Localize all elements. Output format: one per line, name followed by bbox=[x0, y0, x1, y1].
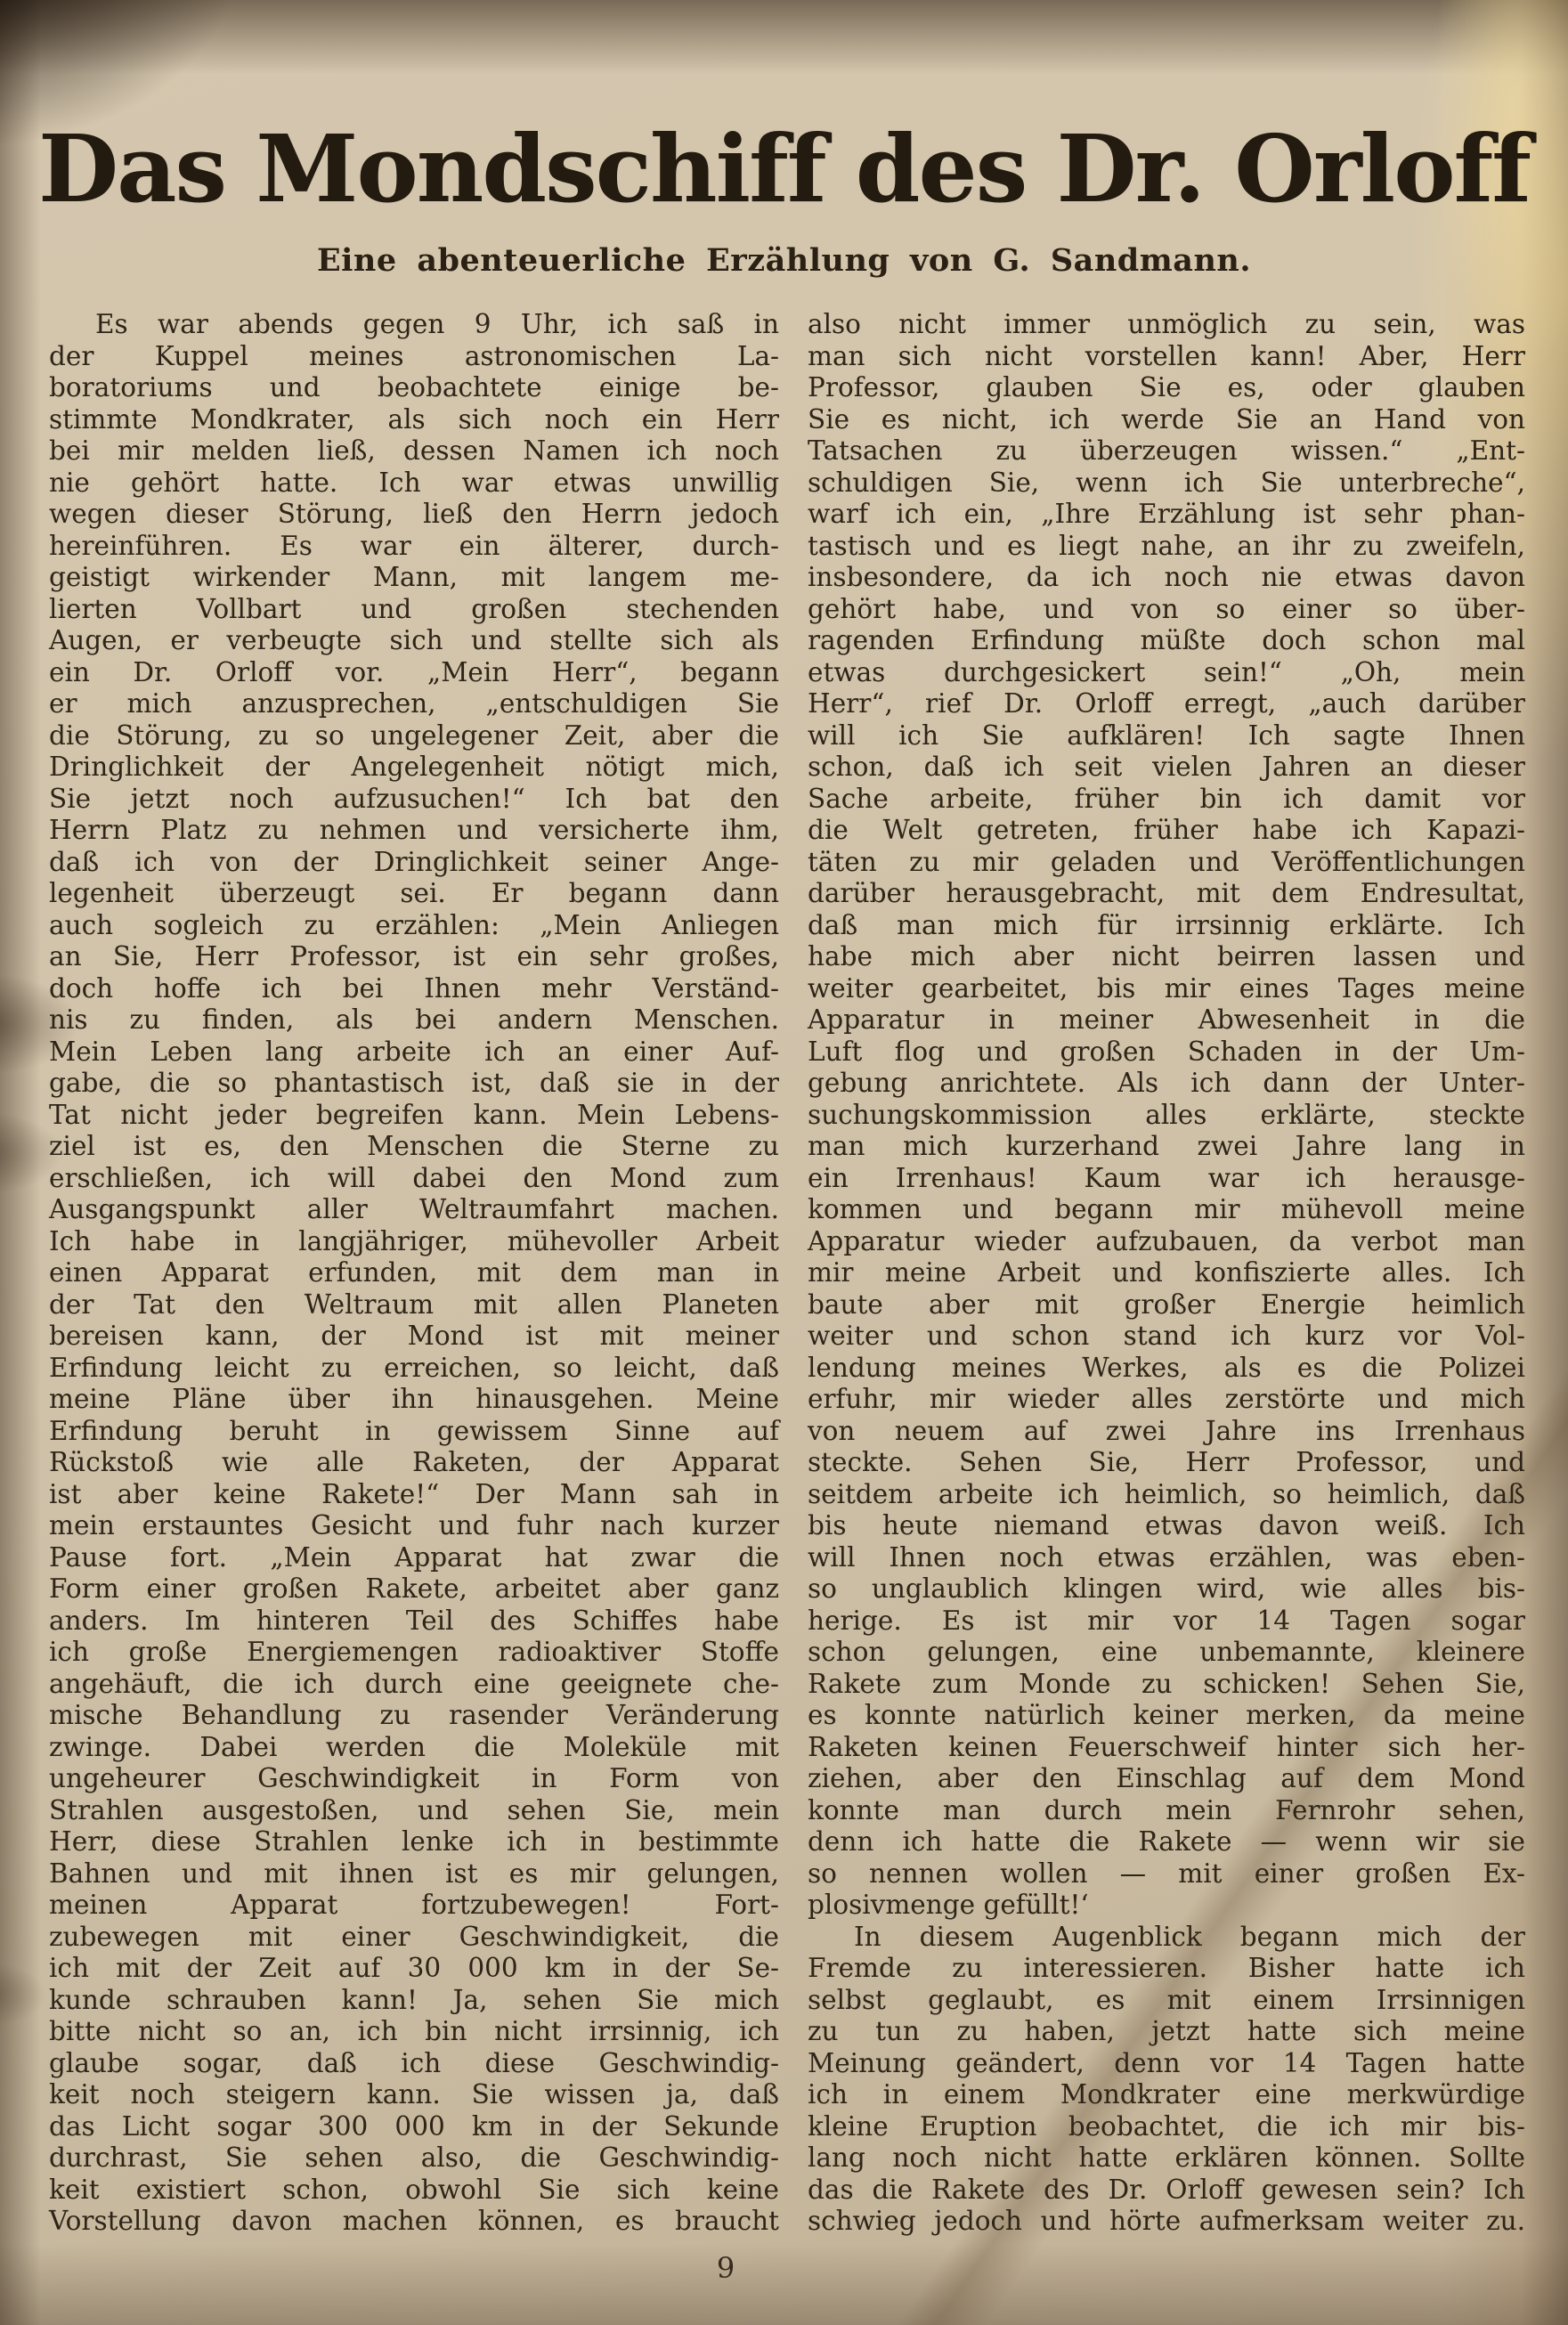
text-line: ich in einem Mondkrater eine merkwürdige bbox=[808, 2079, 1525, 2110]
text-line: man sich nicht vorstellen kann! Aber, Herr bbox=[808, 340, 1525, 371]
text-line: Tatsachen zu überzeugen wissen.“ „Ent- bbox=[808, 435, 1525, 466]
text-line: angehäuft, die ich durch eine geeignete che- bbox=[49, 1668, 779, 1699]
text-line: Erfindung leicht zu erreichen, so leicht, daß bbox=[49, 1352, 779, 1383]
text-line: boratoriums und beobachtete einige be- bbox=[49, 372, 779, 402]
text-line: daß man mich für irrsinnig erklärte. Ich bbox=[808, 909, 1525, 940]
text-line: zu tun zu haben, jetzt hatte sich meine bbox=[808, 2016, 1525, 2046]
text-line: kleine Eruption beobachtet, die ich mir bis- bbox=[808, 2110, 1525, 2142]
text-line: Tat nicht jeder begreifen kann. Mein Lebens- bbox=[49, 1099, 779, 1130]
text-line: warf ich ein, „Ihre Erzählung ist sehr phan- bbox=[808, 499, 1525, 529]
text-line: will ich Sie aufklären! Ich sagte Ihnen bbox=[808, 719, 1525, 751]
text-line: Fremde zu interessieren. Bisher hatte ich bbox=[808, 1953, 1525, 1983]
text-line: Erfindung beruht in gewissem Sinne auf bbox=[49, 1415, 779, 1446]
text-line: einen Apparat erfunden, mit dem man in bbox=[49, 1257, 779, 1288]
text-line: Augen, er verbeugte sich und stellte sich als bbox=[49, 625, 779, 655]
text-line: bereisen kann, der Mond ist mit meiner bbox=[49, 1321, 779, 1351]
left-text-column bbox=[49, 309, 779, 2238]
text-line: der Tat den Weltraum mit allen Planeten bbox=[49, 1289, 779, 1320]
text-line: zwinge. Dabei werden die Moleküle mit bbox=[49, 1731, 779, 1762]
text-line: die Störung, zu so ungelegener Zeit, aber die bbox=[49, 719, 779, 751]
text-line: herige. Es ist mir vor 14 Tagen sogar bbox=[808, 1605, 1525, 1636]
text-line: Ausgangspunkt aller Weltraumfahrt machen. bbox=[49, 1194, 779, 1224]
text-line: weiter gearbeitet, bis mir eines Tages meine bbox=[808, 972, 1525, 1004]
text-line: täten zu mir geladen und Veröffentlichungen bbox=[808, 846, 1525, 877]
text-line: bis heute niemand etwas davon weiß. Ich bbox=[808, 1510, 1525, 1541]
text-line: tastisch und es liegt nahe, an ihr zu zweifeln, bbox=[808, 530, 1525, 561]
text-line: so unglaublich klingen wird, wie alles bis- bbox=[808, 1573, 1525, 1604]
right-text-column bbox=[808, 309, 1525, 2238]
text-line: Vorstellung davon machen können, es braucht bbox=[49, 2206, 779, 2236]
text-line: Rakete zum Monde zu schicken! Sehen Sie, bbox=[808, 1668, 1525, 1699]
text-line: darüber herausgebracht, mit dem Endresultat, bbox=[808, 878, 1525, 908]
text-line: Rückstoß wie alle Raketen, der Apparat bbox=[49, 1447, 779, 1477]
text-line: Bahnen und mit ihnen ist es mir gelungen, bbox=[49, 1858, 779, 1889]
text-line: suchungskommission alles erklärte, steckte bbox=[808, 1099, 1525, 1130]
text-line: ziehen, aber den Einschlag auf dem Mond bbox=[808, 1763, 1525, 1793]
text-line: Apparatur wieder aufzubauen, da verbot man bbox=[808, 1225, 1525, 1256]
text-line: ist aber keine Rakete!“ Der Mann sah in bbox=[49, 1478, 779, 1509]
story-title: Das Mondschiff des Dr. Orloff bbox=[37, 114, 1531, 224]
text-line: habe mich aber nicht beirren lassen und bbox=[808, 941, 1525, 971]
text-line: In diesem Augenblick begann mich der bbox=[854, 1921, 1525, 1952]
text-line: weiter und schon stand ich kurz vor Vol- bbox=[808, 1321, 1525, 1351]
text-line: anders. Im hinteren Teil des Schiffes habe bbox=[49, 1605, 779, 1636]
text-line: Sie es nicht, ich werde Sie an Hand von bbox=[808, 403, 1525, 435]
text-line: so nennen wollen — mit einer großen Ex- bbox=[808, 1858, 1525, 1889]
text-line: ich mit der Zeit auf 30 000 km in der Se- bbox=[49, 1953, 779, 1983]
text-line: das Licht sogar 300 000 km in der Sekunde bbox=[49, 2110, 779, 2142]
story-subtitle: Eine abenteuerliche Erzählung von G. Sandmann. bbox=[316, 242, 1252, 279]
text-line: schon gelungen, eine unbemannte, kleinere bbox=[808, 1637, 1525, 1667]
page-number: 9 bbox=[716, 2251, 735, 2285]
text-line: Dringlichkeit der Angelegenheit nötigt mich, bbox=[49, 752, 779, 782]
text-line: legenheit überzeugt sei. Er begann dann bbox=[49, 878, 779, 908]
text-line: es konnte natürlich keiner merken, da meine bbox=[808, 1700, 1525, 1730]
text-line: daß ich von der Dringlichkeit seiner Ange- bbox=[49, 846, 779, 877]
text-line: mein erstauntes Gesicht und fuhr nach kurzer bbox=[49, 1510, 779, 1541]
text-line: ziel ist es, den Menschen die Sterne zu bbox=[49, 1131, 779, 1161]
text-line: glaube sogar, daß ich diese Geschwindig- bbox=[49, 2047, 779, 2078]
text-line: das die Rakete des Dr. Orloff gewesen sein? Ich bbox=[808, 2174, 1525, 2205]
text-line: selbst geglaubt, es mit einem Irrsinnigen bbox=[808, 1984, 1525, 2015]
text-line: schuldigen Sie, wenn ich Sie unterbreche“, bbox=[808, 467, 1525, 498]
text-line: ragenden Erfindung müßte doch schon mal bbox=[808, 625, 1525, 655]
text-line: wegen dieser Störung, ließ den Herrn jedoch bbox=[49, 499, 779, 529]
text-line: bitte nicht so an, ich bin nicht irrsinnig, ich bbox=[49, 2016, 779, 2046]
text-line: mir meine Arbeit und konfiszierte alles. Ich bbox=[808, 1257, 1525, 1288]
text-line: an Sie, Herr Professor, ist ein sehr großes, bbox=[49, 941, 779, 971]
text-line: plosivmenge gefüllt!‘ bbox=[808, 1890, 1089, 1920]
text-line: denn ich hatte die Rakete — wenn wir sie bbox=[808, 1826, 1525, 1857]
text-line: steckte. Sehen Sie, Herr Professor, und bbox=[808, 1447, 1525, 1477]
text-line: Herr“, rief Dr. Orloff erregt, „auch darüber bbox=[808, 688, 1525, 719]
text-line: man mich kurzerhand zwei Jahre lang in bbox=[808, 1131, 1525, 1161]
text-line: will Ihnen noch etwas erzählen, was eben- bbox=[808, 1541, 1525, 1573]
text-line: er mich anzusprechen, „entschuldigen Sie bbox=[49, 688, 779, 719]
text-line: kunde schrauben kann! Ja, sehen Sie mich bbox=[49, 1984, 779, 2015]
text-line: Es war abends gegen 9 Uhr, ich saß in bbox=[95, 309, 779, 339]
text-line: die Welt getreten, früher habe ich Kapazi- bbox=[808, 815, 1525, 845]
text-line: Luft flog und großen Schaden in der Um- bbox=[808, 1036, 1525, 1067]
text-line: schwieg jedoch und hörte aufmerksam weiter zu. bbox=[808, 2206, 1525, 2236]
text-line: Pause fort. „Mein Apparat hat zwar die bbox=[49, 1541, 779, 1573]
text-line: gehört habe, und von so einer so über- bbox=[808, 593, 1525, 624]
text-line: der Kuppel meines astronomischen La- bbox=[49, 340, 779, 371]
text-line: bei mir melden ließ, dessen Namen ich noch bbox=[49, 435, 779, 466]
text-line: erfuhr, mir wieder alles zerstörte und mich bbox=[808, 1384, 1525, 1414]
text-line: meinen Apparat fortzubewegen! Fort- bbox=[49, 1890, 779, 1920]
text-line: baute aber mit großer Energie heimlich bbox=[808, 1289, 1525, 1320]
text-line: Strahlen ausgestoßen, und sehen Sie, mein bbox=[49, 1794, 779, 1825]
text-line: Apparatur in meiner Abwesenheit in die bbox=[808, 1004, 1525, 1035]
text-line: Herrn Platz zu nehmen und versicherte ihm, bbox=[49, 815, 779, 845]
text-line: Meinung geändert, denn vor 14 Tagen hatte bbox=[808, 2047, 1525, 2078]
text-line: ich große Energiemengen radioaktiver Stoffe bbox=[49, 1637, 779, 1667]
text-line: erschließen, ich will dabei den Mond zum bbox=[49, 1162, 779, 1193]
text-line: Raketen keinen Feuerschweif hinter sich her- bbox=[808, 1731, 1525, 1762]
text-line: Professor, glauben Sie es, oder glauben bbox=[808, 372, 1525, 402]
text-line: Sie jetzt noch aufzusuchen!“ Ich bat den bbox=[49, 783, 779, 814]
text-line: lendung meines Werkes, als es die Polizei bbox=[808, 1352, 1525, 1383]
text-line: hereinführen. Es war ein älterer, durch- bbox=[49, 530, 779, 561]
text-line: kommen und begann mir mühevoll meine bbox=[808, 1194, 1525, 1224]
text-line: stimmte Mondkrater, als sich noch ein Herr bbox=[49, 403, 779, 435]
text-line: nie gehört hatte. Ich war etwas unwillig bbox=[49, 467, 779, 498]
text-line: mische Behandlung zu rasender Veränderung bbox=[49, 1700, 779, 1730]
text-line: seitdem arbeite ich heimlich, so heimlich, daß bbox=[808, 1478, 1525, 1509]
text-line: ein Irrenhaus! Kaum war ich herausge- bbox=[808, 1162, 1525, 1193]
text-line: insbesondere, da ich noch nie etwas davon bbox=[808, 562, 1525, 592]
text-line: gebung anrichtete. Als ich dann der Unter- bbox=[808, 1068, 1525, 1098]
text-line: Sache arbeite, früher bin ich damit vor bbox=[808, 783, 1525, 814]
text-line: ein Dr. Orloff vor. „Mein Herr“, begann bbox=[49, 656, 779, 687]
text-line: auch sogleich zu erzählen: „Mein Anliegen bbox=[49, 909, 779, 940]
text-line: keit existiert schon, obwohl Sie sich keine bbox=[49, 2174, 779, 2205]
text-line: Herr, diese Strahlen lenke ich in bestimmte bbox=[49, 1826, 779, 1857]
text-line: lang noch nicht hatte erklären können. Sollte bbox=[808, 2142, 1525, 2173]
text-line: etwas durchgesickert sein!“ „Oh, mein bbox=[808, 656, 1525, 687]
text-line: meine Pläne über ihn hinausgehen. Meine bbox=[49, 1384, 779, 1414]
text-line: durchrast, Sie sehen also, die Geschwindig- bbox=[49, 2142, 779, 2173]
text-line: keit noch steigern kann. Sie wissen ja, daß bbox=[49, 2079, 779, 2110]
text-line: geistigt wirkender Mann, mit langem me- bbox=[49, 562, 779, 592]
text-line: zubewegen mit einer Geschwindigkeit, die bbox=[49, 1921, 779, 1952]
text-line: schon, daß ich seit vielen Jahren an dieser bbox=[808, 752, 1525, 782]
text-line: ungeheurer Geschwindigkeit in Form von bbox=[49, 1763, 779, 1793]
text-columns bbox=[49, 309, 1525, 2238]
text-line: also nicht immer unmöglich zu sein, was bbox=[808, 309, 1525, 339]
text-line: nis zu finden, als bei andern Menschen. bbox=[49, 1004, 779, 1035]
text-line: Form einer großen Rakete, arbeitet aber ganz bbox=[49, 1573, 779, 1604]
text-line: konnte man durch mein Fernrohr sehen, bbox=[808, 1794, 1525, 1825]
text-line: von neuem auf zwei Jahre ins Irrenhaus bbox=[808, 1415, 1525, 1446]
text-line: Ich habe in langjähriger, mühevoller Arbeit bbox=[49, 1225, 779, 1256]
text-line: doch hoffe ich bei Ihnen mehr Verständ- bbox=[49, 972, 779, 1004]
text-line: Mein Leben lang arbeite ich an einer Auf- bbox=[49, 1036, 779, 1067]
text-line: lierten Vollbart und großen stechenden bbox=[49, 593, 779, 624]
text-line: gabe, die so phantastisch ist, daß sie in der bbox=[49, 1068, 779, 1098]
